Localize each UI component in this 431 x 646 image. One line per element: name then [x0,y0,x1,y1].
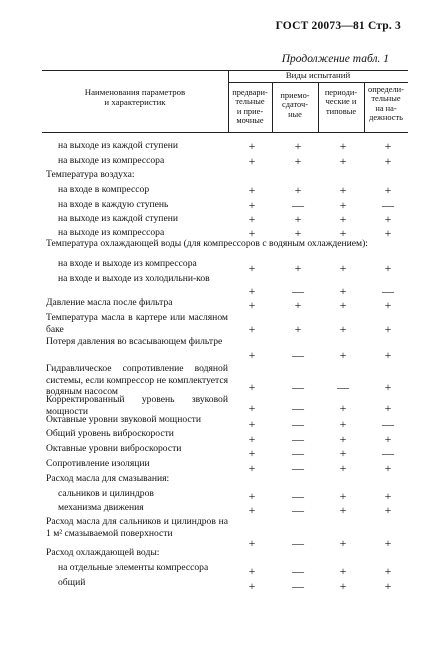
table-row-label: Гидравлическое сопротивление водяной системы, если компрессор не комплектуется водяным насосом [46,363,228,397]
header-title: ГОСТ 20073—81 Стр. 3 [275,20,401,32]
table-cell-mark: — [292,536,304,550]
col-header: периоди- ческие и типовые [324,88,358,116]
table-cell-mark: + [384,298,392,312]
table-cell-mark: + [248,417,256,431]
table-cell-mark: + [384,139,392,153]
table-row-label: Корректированный уровень звуковой мощности [46,394,228,417]
table-cell-mark: + [339,417,347,431]
table-cell-mark: — [292,198,304,212]
table-cell-mark: + [248,198,256,212]
table-cell-mark: — [382,446,394,460]
table-cell-mark: + [339,298,347,312]
table-row-label: Потеря давления во всасывающем фильтре [46,336,223,347]
table-cell-mark: + [384,536,392,550]
table-cell-mark: + [339,489,347,503]
table-cell-mark: — [292,446,304,460]
table-cell-mark: + [294,261,302,275]
table-cell-mark: + [294,212,302,226]
table-cell-mark: + [248,489,256,503]
table-cell-mark: + [384,212,392,226]
table-cell-mark: + [339,564,347,578]
table-cell-mark: + [248,461,256,475]
table-cell-mark: + [339,198,347,212]
table-cell-mark: + [384,489,392,503]
table-cell-mark: — [292,348,304,362]
table-row-label: на входе в каждую ступень [58,199,169,210]
table-cell-mark: + [339,226,347,240]
table-cell-mark: + [339,432,347,446]
table-cell-mark: + [248,261,256,275]
table-cell-mark: + [248,579,256,593]
table-cell-mark: + [294,322,302,336]
table-cell-mark: + [248,536,256,550]
table-cell-mark: — [292,417,304,431]
table-row-label: на отдельные элементы компрессора [58,562,209,573]
group-header: Виды испытаний [285,70,351,80]
table-cell-mark: — [292,564,304,578]
table-cell-mark: + [248,401,256,415]
table-cell-mark: + [248,432,256,446]
col-header: предвари- тельные и прие- мочные [232,88,268,126]
table-cell-mark: + [294,154,302,168]
table-row-label: Расход масла для смазывания: [46,473,170,484]
table-cell-mark: + [248,183,256,197]
table-cell-mark: + [384,579,392,593]
table-cell-mark: + [339,154,347,168]
table-cell-mark: + [384,322,392,336]
table-cell-mark: — [382,417,394,431]
table-cell-mark: — [292,380,304,394]
table-cell-mark: — [292,489,304,503]
table-cell-mark: + [339,446,347,460]
table-row-label: Общий уровень виброскорости [46,428,174,439]
table-row-label: на выходе из каждой ступени [58,213,178,224]
table-cell-mark: + [339,139,347,153]
table-cell-mark: + [384,154,392,168]
table-cell-mark: + [384,401,392,415]
table-cell-mark: + [248,212,256,226]
table-cell-mark: + [339,461,347,475]
table-cell-mark: + [384,226,392,240]
param-header: Наименования параметров и характеристик [84,87,186,107]
table-row-label: Расход масла для сальников и цилиндров на 1 м² смазываемой поверхности [46,516,228,539]
table-cell-mark: + [339,212,347,226]
table-cell-mark: — [292,579,304,593]
table-cell-mark: + [339,503,347,517]
col-header: определи- тельные на на- дежность [368,85,404,123]
table-cell-mark: — [292,432,304,446]
table-cell-mark: + [248,139,256,153]
table-cell-mark: + [339,284,347,298]
table-row-label: на выходе из компрессора [58,227,165,238]
table-row-label: на входе и выходе из холодильни-ков [58,273,210,284]
table-cell-mark: + [248,284,256,298]
table-cell-mark: + [384,261,392,275]
table-row-label: Давление масла после фильтра [46,297,173,308]
table-cell-mark: — [337,380,349,394]
table-cell-mark: + [248,503,256,517]
table-cell-mark: + [384,461,392,475]
table-cell-mark: — [292,401,304,415]
table-row-label: на входе в компрессор [58,184,150,195]
table-cell-mark: + [248,322,256,336]
table-row-label: Октавные уровни виброскорости [46,443,182,454]
table-cell-mark: + [384,380,392,394]
table-cell-mark: — [382,198,394,212]
col-header: приемо- сдаточ- ные [280,91,310,119]
table-row-label: на входе и выходе из компрессора [58,258,197,269]
table-row-label: на выходе из компрессора [58,155,165,166]
table-header-rule [42,132,408,133]
table-row-label: сальников и цилиндров [58,488,154,499]
table-cell-mark: + [384,503,392,517]
table-row-label: Температура воздуха: [46,169,135,180]
table-cell-mark: — [382,284,394,298]
table-cell-mark: + [248,154,256,168]
table-cell-mark: + [248,564,256,578]
table-cell-mark: + [339,579,347,593]
table-cell-mark: — [292,461,304,475]
table-row-label: Сопротивление изоляции [46,458,150,469]
table-cell-mark: + [339,348,347,362]
table-cell-mark: + [294,226,302,240]
table-cell-mark: + [384,564,392,578]
table-cell-mark: + [248,446,256,460]
table-cell-mark: — [292,284,304,298]
table-row-label: механизма движения [58,502,144,513]
table-cell-mark: + [248,380,256,394]
table-row-label: общий [58,577,86,588]
table-row-label: Температура масла в картере или масляном баке [46,312,228,335]
table-cell-mark: + [384,432,392,446]
table-cell-mark: + [248,298,256,312]
table-cell-mark: + [294,139,302,153]
table-cell-mark: + [384,183,392,197]
table-cell-mark: + [384,348,392,362]
table-cell-mark: — [292,503,304,517]
table-cell-mark: + [294,183,302,197]
table-row-label: Расход охлаждающей воды: [46,547,160,558]
table-cell-mark: + [339,261,347,275]
table-row-label: Температура охлаждающей воды (для компрессоров с водяным охлаждением): [46,238,368,249]
table-cell-mark: + [339,322,347,336]
table-continuation: Продолжение табл. 1 [281,53,389,65]
table-cell-mark: + [339,183,347,197]
table-cell-mark: + [339,536,347,550]
table-cell-mark: + [339,401,347,415]
table-cell-mark: + [248,226,256,240]
table-cell-mark: + [248,348,256,362]
table-row-label: на выходе из каждой ступени [58,140,178,151]
table-row-label: Октавные уровни звуковой мощности [46,414,201,425]
table-cell-mark: + [294,298,302,312]
